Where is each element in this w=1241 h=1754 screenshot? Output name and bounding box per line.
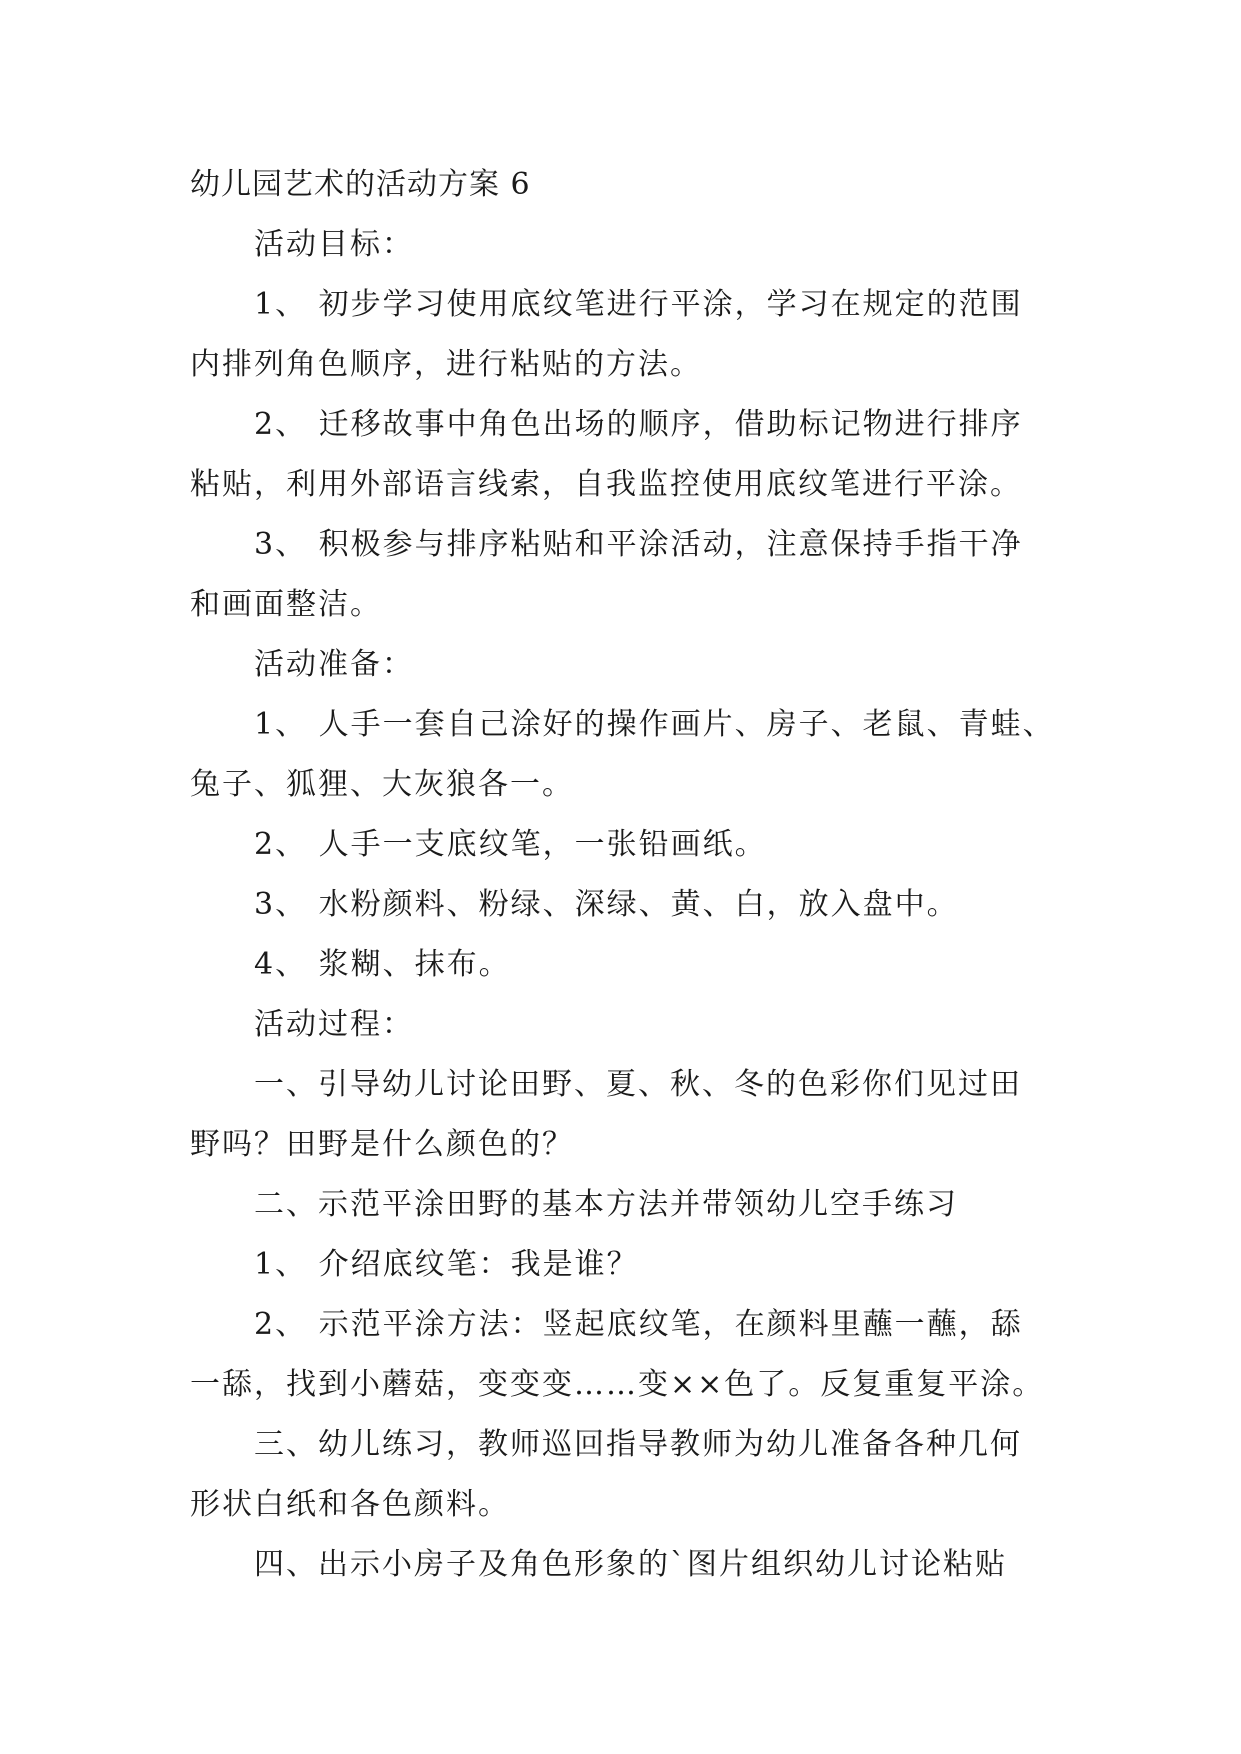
- paragraph-line: 兔子、狐狸、大灰狼各一。: [190, 767, 574, 802]
- paragraph-line: 一舔，找到小蘑菇，变变变……变××色了。反复重复平涂。: [190, 1367, 1045, 1402]
- paragraph-line: 1、 初步学习使用底纹笔进行平涂，学习在规定的范围: [254, 287, 1023, 322]
- section-heading-preparation: 活动准备：: [254, 647, 414, 682]
- document-page: [190, 155, 1055, 1595]
- section-heading-process: 活动过程：: [254, 1007, 414, 1042]
- paragraph-line: 一、引导幼儿讨论田野、夏、秋、冬的色彩你们见过田: [254, 1067, 1022, 1102]
- paragraph-line: 1、 人手一套自己涂好的操作画片、房子、老鼠、青蛙、: [254, 707, 1055, 742]
- paragraph-line: 2、 人手一支底纹笔，一张铅画纸。: [254, 827, 767, 862]
- paragraph-line: 1、 介绍底纹笔：我是谁？: [254, 1247, 639, 1282]
- section-heading-goals: 活动目标：: [254, 227, 414, 262]
- paragraph-line: 3、 积极参与排序粘贴和平涂活动，注意保持手指干净: [254, 527, 1023, 562]
- paragraph-line: 三、幼儿练习，教师巡回指导教师为幼儿准备各种几何: [254, 1427, 1022, 1462]
- paragraph-line: 粘贴，利用外部语言线索，自我监控使用底纹笔进行平涂。: [190, 467, 1022, 502]
- paragraph-line: 2、 迁移故事中角色出场的顺序，借助标记物进行排序: [254, 407, 1023, 442]
- document-title: 幼儿园艺术的活动方案 6: [190, 167, 531, 202]
- paragraph-line: 形状白纸和各色颜料。: [190, 1487, 510, 1522]
- paragraph-line: 四、出示小房子及角色形象的`图片组织幼儿讨论粘贴: [254, 1547, 1007, 1582]
- paragraph-line: 和画面整洁。: [190, 587, 382, 622]
- paragraph-line: 3、 水粉颜料、粉绿、深绿、黄、白，放入盘中。: [254, 887, 959, 922]
- paragraph-line: 野吗？田野是什么颜色的？: [190, 1127, 574, 1162]
- paragraph-line: 4、 浆糊、抹布。: [254, 947, 511, 982]
- paragraph-line: 二、示范平涂田野的基本方法并带领幼儿空手练习: [254, 1187, 958, 1222]
- paragraph-line: 2、 示范平涂方法：竖起底纹笔，在颜料里蘸一蘸，舔: [254, 1307, 1023, 1342]
- paragraph-line: 内排列角色顺序，进行粘贴的方法。: [190, 347, 702, 382]
